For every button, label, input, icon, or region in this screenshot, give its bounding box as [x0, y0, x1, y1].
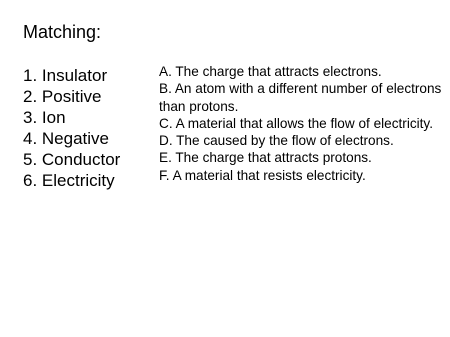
term-item: 2. Positive [23, 87, 102, 106]
term-item: 5. Conductor [23, 150, 121, 169]
definition-item: E. The charge that attracts protons. [159, 150, 372, 166]
worksheet-title: Matching: [23, 22, 102, 42]
definition-item: F. A material that resists electricity. [159, 167, 366, 183]
definition-item: C. A material that allows the flow of electricity. [159, 115, 433, 131]
definition-item: B. An atom with a different number of electrons than protons. [159, 81, 442, 114]
definition-item: D. The caused by the flow of electrons. [159, 133, 394, 149]
terms-list [23, 65, 120, 191]
term-item: 4. Negative [23, 129, 109, 148]
definitions-list [159, 63, 444, 184]
term-item: 3. Ion [23, 108, 66, 127]
definition-item: A. The charge that attracts electrons. [159, 64, 382, 79]
term-item: 1. Insulator [23, 66, 108, 85]
term-item: 6. Electricity [23, 171, 115, 190]
